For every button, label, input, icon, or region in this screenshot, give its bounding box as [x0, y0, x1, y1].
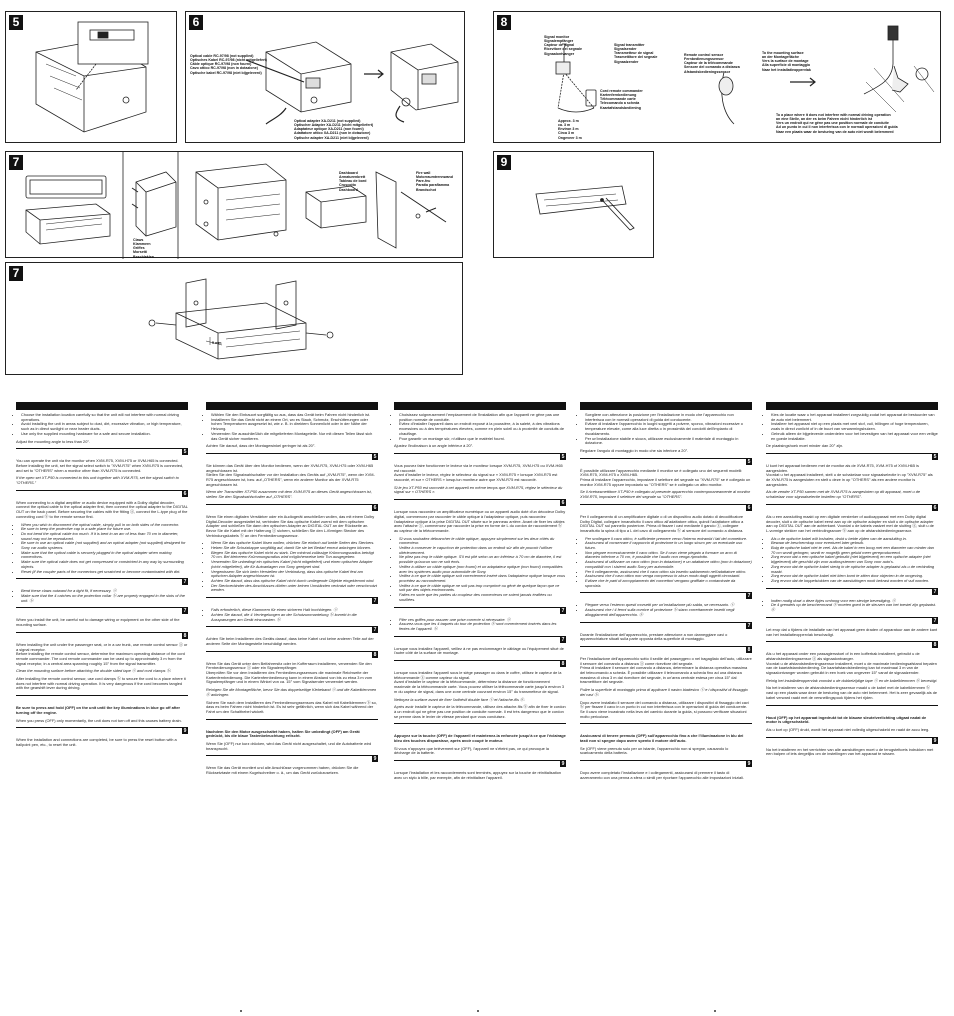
angle-note: De plaatsingshoek moet minder dan 20° zijn. — [766, 443, 844, 449]
s7-note-item: • Assicurarsi che i 4 fermi sulla cornice di protezione ⓑ siano correttamente inseriti negli alloggiamenti dell'apparecchio. ⓑ — [585, 608, 752, 617]
reset-bold: Nachdem Sie den Motor ausgeschaltet haben, halten Sie unbedingt (OFF) am Gerät gedrückt, bis die blaue Tastenbeleuchtung erlischt. — [206, 728, 360, 739]
unit-front-box — [26, 204, 110, 244]
s6-note-item: • Reset (if the coupler parts of the connectors get scratched or become contaminated with dirt. — [21, 570, 188, 575]
s8-text2: After installing the remote control sensor, use cord clamps ⓑ to secure the cord to a place where it does not interfere with normal driving operation. It is very dangerous if the cord becomes tangled with the gearshift lever during driving. — [16, 676, 186, 691]
s8-text: Wenn Sie das Gerät unter dem Beifahrersitz oder im Kofferraum installieren, verwenden Sie den Fernbedienungssensor ⓐ oder ein Signalempfänger. Überprüfen Sie vor dem Installieren des Fernbedienungssensors die maximale Reichweite der Kartenfernbedienung. Die Kartenfernbedienung kann in einem Abstand von bis zu etwa 3 m vom Signalempfänger und in einem Winkel von ca. 15° vom Signalsender verwendet werden. — [206, 660, 373, 685]
section-number: 9 — [183, 728, 187, 735]
s9-text: Lorsque l'installation et les raccordements sont terminés, appuyez sur la touche de réinitialisation avec un stylo à bille, par exemple, afin de réinitialiser l'appareil. — [394, 770, 562, 780]
s8-note: Pulire la superficie di montaggio prima di applicare il nastro biadesivo ⓐ e i dispositivi di fissaggio dei cavi ⓑ. — [580, 687, 748, 697]
s6-notes — [580, 537, 752, 589]
panel-5-diagram — [6, 12, 178, 144]
s6-notes — [394, 537, 566, 603]
section-number: 9 — [933, 737, 937, 744]
unit-rear-left — [266, 42, 351, 112]
section-9-header — [580, 760, 752, 768]
section-number: 8 — [933, 642, 937, 649]
s6-note-item: • Biegen Sie das optische Kabel nicht zu stark. Der minimal zulässige Krümmungsradius beträgt 70 cm. Bei kleinerem Krümmungsradius wird möglicherweise kein Ton ausgegeben. — [211, 551, 378, 560]
s5-note: Se il ricetrasmettitore XT-P50 è collegato al presente apparecchio contemporaneamente al monitor XVM-R75, impostare il selettore del segnale su "OTHERS". — [580, 489, 751, 500]
section-number: 8 — [183, 632, 187, 639]
s6-note-item: • Veillez à utiliser un câble optique (non fourni) et un adaptateur optique (non fourni) compatibles avec les systèmes audio pour automobile de Sony. — [399, 565, 566, 574]
section-number: 9 — [561, 761, 565, 768]
s6-note-item: • Heben Sie die Schutzkappe sorgfältig auf, damit Sie sie bei Bedarf erneut anbringen können. — [211, 546, 378, 551]
sleeve-shape — [136, 172, 176, 236]
s5-note: If the open set XT-P50 is connected to this unit together with XVM-R75, set the signal switch to "OTHERS." — [16, 475, 179, 486]
section-number: 7 — [747, 593, 751, 600]
s8-text2: Après avoir installé le capteur de la télécommande, utilisez des attache-fils ⓑ afin de fixer le cordon à un endroit qui ne gêne pas une position de conduite normale. Il est très dangereux que le cordon se prenne dans le levier de vitesse pendant que vous conduisez. — [394, 704, 566, 719]
s7-note-item: • Piegare verso l'esterno questi morsetti per un'installazione più salda, se necessario. ⓐ — [585, 603, 752, 608]
s8-text2: Sichern Sie nach dem Installieren des Fernbedienungssensors das Kabel mit Kabelklemmen ⓑ so, dass es beim Fahren nicht hinderlich ist. Es ist sehr gefährlich, wenn sich das Kabel während der Fahrt um den Schalthebel wickelt. — [206, 699, 377, 714]
s6-note-item: • Vergewissern Sie sich beim Herstellen der Verbindung, dass das optische Kabel fest am optischen Adapter angeschlossen ist. — [211, 570, 378, 579]
section-5-header — [16, 448, 188, 456]
intro-item: • Kies de locatie waar u het apparaat installeert zorgvuldig zodat het apparaat de bestuurder van de auto niet belemmert. — [771, 413, 938, 422]
section-9-header — [394, 760, 566, 768]
section-7-header — [16, 607, 188, 615]
s6-text: Per il collegamento di un amplificatore digitale o di un dispositivo audio dotato di decodificatore Dolby Digital, collegare innanzitutto il cavo ottico all'adattatore ottico, quindi l'adattatore ottico a DIGITAL OUT sul pannello posteriore. Prima di fissare i cavi mediante il gancio ⓐ, collegare innanzitutto la spina di tipo a L del cavo di collegamento ⓑ al sensore del comando a distanza. — [580, 513, 744, 533]
panel-8-diagram — [494, 12, 942, 144]
reset-header — [394, 723, 566, 731]
s7b-text: Achten Sie beim Installieren des Geräts darauf, dass keine Kabel und keine anderen Teile auf der anderen Seite der Montagestelle beschädigt werden. — [206, 636, 374, 646]
section-8-header — [766, 641, 938, 649]
section-number: 5 — [561, 453, 565, 460]
s6-note-item: • When you wish to disconnect the optical cable, simply pull in on both sides of the connector. — [21, 523, 188, 528]
text-column-3 — [394, 402, 566, 784]
s9-text: Wenn Sie das Gerät montiert und alle Anschlüsse vorgenommen haben, drücken Sie die Rücksetztaste mit einem Kugelschreiber o. ä., um das Gerät zurückzusetzen. — [206, 765, 359, 776]
panel-6 — [185, 11, 465, 143]
reset-bold: Be sure to press and hold (OFF) on the unit until the key illuminations in blue go off after turning off the engine. — [16, 705, 181, 715]
s6-note-item: • Veillez à conserver le capuchon de protection dans un endroit sûr afin de pouvoir l'utiliser ultérieurement. — [399, 546, 566, 555]
s6-note-item: • Ne pliez pas trop le câble optique. S'il est plié selon un arc inférieur à 70 cm de diamètre, il est possible qu'aucun son ne soit émis. — [399, 555, 566, 564]
section-number: 6 — [561, 500, 565, 507]
angle-note: Adjust the mounting angle to less than 20°. — [16, 438, 91, 444]
section-number: 7 — [183, 608, 187, 615]
s7b-text: Let erop dat u tijdens de installatie van het apparaat geen draden of apparatuur aan de andere kant van het installatieoppervlak beschadigt. — [766, 626, 938, 637]
section-number: 7 — [373, 598, 377, 605]
intro-item: • Use only the supplied mounting hardware for a safe and secure installation. — [21, 432, 188, 437]
angle-note: Regolare l'angolo di montaggio in modo che sia inferiore a 20°. — [580, 447, 689, 453]
label-dashboard: Dashboard Armaturenbrett Tableau de bord Cruscotto Dashboard — [339, 170, 367, 192]
text-column-1 — [16, 402, 188, 751]
intro-item: • Wählen Sie den Einbauort sorgfältig so aus, dass das Gerät beim Fahren nicht hinderlich ist. — [211, 413, 378, 418]
dashboard-mount — [196, 164, 286, 240]
label-optical-adapter: Optical adapter XA-D211 (not supplied) Optischer Adapter XA-D211 (nicht mitgeliefert) Adaptateur optique XA-D211 (non fourni) Adattatore ottico XA-D211 (non in dotazione) Optische adapter XA-D211 (niet bijgeleverd) — [294, 118, 374, 140]
s5-note: Wenn der Transmitter XT-P50 zusammen mit dem XVM-R75 an dieses Gerät angeschlossen ist, stellen Sie den Signalwahlschalter auf „OTHERS". — [206, 489, 372, 500]
s6-note-item: • Per scollegare il cavo ottico, è sufficiente premere verso l'interno entrambi i lati del connettore. — [585, 537, 752, 542]
intro-item: • Choisissez soigneusement l'emplacement de l'installation afin que l'appareil ne gêne pas une position normale de conduite. — [399, 413, 566, 422]
s7-note-item: • Assurez-vous que les 4 taquets du tour de protection ⓑ sont correctement insérés dans les fentes de l'appareil. ⓑ — [399, 622, 566, 631]
s9-text: When the installation and connections are completed, be sure to press the reset button with a ballpoint pen, etc., to reset the unit. — [16, 737, 177, 747]
s7-note-item: • Plier ces griffes pour assurer une prise correcte si nécessaire. ⓐ — [399, 618, 566, 623]
section-number: 5 — [933, 453, 937, 460]
label-cord-remote: Cord remote commander Kartenfernbedienung Télécommande carte Telecomando a scheda Kaartafstandsbediening — [600, 88, 643, 110]
s8-text: When installing the unit under the passenger seat, or in a car trunk, use remote control sensor ⓐ or a signal receptor. Before installing the remote control sensor, determine the maximum operating distance of the cord remote commander. The cord remote commander can be used up to approximately 3 m from the signal receptor, in a central area spanning roughly 15° from the signal transmitter. — [16, 641, 188, 666]
reset-text: Si vous n'appuyez que brièvement sur (OFF), l'appareil ne s'éteint pas, ce qui provoque la décharge de la batterie. — [394, 745, 549, 756]
section-number: 7 — [373, 627, 377, 634]
s9-text: Dopo avere completato l'installazione e i collegamenti, assicurarsi di premere il tasto di azzeramento con una penna a sfera o simili per riportare l'apparecchio alle impostazioni iniziali. — [580, 770, 745, 780]
reset-bold: Appuyez sur la touche (OFF) de l'appareil et maintenez-la enfoncée jusqu'à ce que l'éclairage bleu des touches disparaisse, après avoir coupé le moteur. — [394, 733, 566, 744]
panel-9-diagram — [494, 152, 655, 259]
intro-item: • Gebruik alleen de bijgeleverde onderdelen voor het bevestigen van het apparaat voor een veilige en goede installatie. — [771, 432, 938, 441]
remote-sensor-shape — [719, 77, 733, 95]
intro-item: • Verwenden Sie ausschließlich die mitgelieferten Montageteile. Nur mit diesen Teilen lässt sich das Gerät sicher montieren. — [211, 432, 378, 441]
intro-list — [206, 413, 378, 441]
section-9-header — [16, 727, 188, 735]
s6-note-item: • Evitare che le parti di accoppiamento dei connettori vengano graffiate o contaminate da sporcizia. — [585, 579, 752, 588]
intro-item: • Evitez d'installer l'appareil dans un endroit exposé à la poussière, à la saleté, à des vibrations excessives ou à des températures élevées, comme en plein soleil ou à proximité de conduits de chauffage. — [399, 422, 566, 436]
s8-note: Nettoyez la surface avant de fixer l'adhésif double face ⓐ et l'attache-fils ⓑ. — [394, 696, 526, 702]
s6-text: Als u een aansluiting maakt op een digitale versterker of audioapparaat met een Dolby digital decoder, sluit u de optische kabel eerst aan op de optische adapter en sluit u de optische adapter aan op DIGITAL OUT aan de achterkant. Voordat u de kabels vastzet met de sluiting ⓐ, sluit u de L-vormige stekker van het verbindingssnoer ⓑ aan op de afstandsbedieningssensor. — [766, 513, 934, 533]
panel-5 — [5, 11, 177, 143]
s7-note-item: • Bend these claws outward for a tight fit, if necessary. ⓐ — [21, 589, 188, 594]
s8-text: Als u het apparaat onder een passagiersstoel of in een kofferbak installeert, gebruikt u de afstandsbedieningssensor ⓐ als signaalontvanger. Voordat u de afstandsbedieningssensor installeert, moet u de maximale bedieningsafstand bepalen van de kaartafstandsbediening. De kaartafstandsbediening kan tot maximaal 3 m van de signaalontvanger worden gebruikt in een hoek van ongeveer 15° vanaf de signaalzender. — [766, 651, 937, 676]
section-number: 6 — [373, 504, 377, 511]
section-7-header — [206, 626, 378, 634]
angle-note: Achten Sie darauf, dass der Montagewinkel geringer ist als 20°. — [206, 443, 316, 449]
section-7-header — [580, 622, 752, 630]
intro-item: • Avoid installing the unit in areas subject to dust, dirt, excessive vibration, or high temperature, such as in direct sunlight or near heater ducts. — [21, 422, 188, 431]
column-header-bar — [206, 402, 378, 410]
s6-note-item: • Buig de optische kabel niet te veel. Als de kabel in een boog met een diameter van minder dan 70 cm wordt gebogen, wordt er mogelijk geen geluid meer gereproduceerd. — [771, 546, 938, 555]
column-header-bar — [16, 402, 188, 410]
s6-note-item: • Zorg ervoor dat de koppelstukken van de aansluitingen nooit bekrast worden of vuil worden. — [771, 579, 938, 584]
section-number: 5 — [183, 449, 187, 456]
panel-9-badge: 9 — [497, 155, 511, 170]
panel-7b-badge: 7 — [9, 266, 23, 281]
s6-note-item: • Be sure to use an optical cable (not supplied) and an optical adapter (not supplied) designed for Sony car audio systems. — [21, 541, 188, 550]
section-number: 7 — [561, 636, 565, 643]
angle-note: Ajustez l'inclinaison à un angle inférieur à 20°. — [394, 443, 474, 449]
page-mark-2 — [477, 1010, 479, 1012]
label-approx-distance: Approx. 3 m ca. 3 m Environ 3 m Circa 3 m Ongeveer 3 m — [558, 118, 582, 140]
section-number: 8 — [373, 651, 377, 658]
section-number: 6 — [183, 490, 187, 497]
reset-bold: Houd (OFF) op het apparaat ingedrukt tot de blauwe sleutelverlichting uitgaat nadat de motor is uitgeschakeld. — [766, 714, 927, 725]
intro-list — [16, 413, 188, 437]
section-7-header — [580, 592, 752, 600]
label-signal-transmitter: Signal transmitter Signalsender Transmetteur de signal Trasmettitore del segnale Signaalzender — [614, 42, 658, 64]
section-number: 7 — [561, 607, 565, 614]
s5-note: Als de zender XT-P50 samen met de XVM-R75 is aangesloten op dit apparaat, moet u de schakelaar voor signaalselectie instellen op "OTHERS". — [766, 489, 921, 500]
s5-note: Si le jeu XT-P50 est raccordé à cet appareil en même temps que XVM-R75, réglez le sélecteur du signal sur « OTHERS ». — [394, 484, 563, 495]
section-7-header — [206, 597, 378, 605]
s6-note-item: • Achten Sie darauf, dass das optische Kabel nicht durch umliegende Objekte eingeklemmt wird. — [211, 579, 378, 584]
section-number: 6 — [747, 504, 751, 511]
section-number: 7 — [183, 579, 187, 586]
section-6-header — [766, 504, 938, 512]
label-remote-sensor: Remote control sensor Fernbedienungssensor Capteur de la télécommande Sensore del comando a distanza Afstandsbedieningssensor — [684, 52, 740, 74]
sensor-mounted — [888, 26, 898, 40]
s8-note: Clean the mounting surface before attaching the double sided tape ⓐ and cord clamps ⓑ. — [16, 668, 172, 674]
intro-item: • Per un'installazione stabile e sicura, utilizzare esclusivamente il materiale di montaggio in dotazione. — [585, 437, 752, 446]
section-number: 9 — [373, 756, 377, 763]
section-number: 5 — [747, 458, 751, 465]
s5-text: U kunt het apparaat bedienen met de monitor als de XVM-R75, XVM-H75 of XVM-H65 is aangesloten. Voordat u het apparaat installeert, stelt u de schakelaar voor signaalselectie in op "XVM-R75" als de XVM-R75 is aangesloten en stelt u deze in op "OTHERS" als een andere monitor is aangesloten. — [766, 462, 933, 487]
unit-insert — [306, 186, 366, 228]
s8-note: Reinigen Sie die Montagefläche, bevor Sie das doppelseitige Klebeband ⓐ und die Kabelklemmen ⓑ anbringen. — [206, 687, 377, 697]
arrow-to-right — [364, 70, 383, 78]
section-6-header — [206, 504, 378, 512]
section-8-header — [580, 646, 752, 654]
label-claws: Claws Klammern Griffes Morsetti Beschlaklen — [133, 237, 154, 259]
section-8-header — [394, 660, 566, 668]
s7-note-item: • Falls erforderlich, diese Klammern für einen sicheren Halt hochbiegen. ⓐ — [211, 608, 378, 613]
intro-item: • Evitare di installare l'apparecchio in luoghi soggetti a polvere, sporco, vibrazioni eccessive o temperature elevate, come alla luce diretta o in prossimità dei condotti dell'impianto di riscaldamento. — [585, 422, 752, 436]
reset-text: Wenn Sie (OFF) nur kurz drücken, wird das Gerät nicht ausgeschaltet, und die Autobatterie wird beansprucht. — [206, 741, 372, 751]
panel-9 — [493, 151, 654, 258]
section-6-header — [16, 490, 188, 498]
s9-text: Na het installeren en het verrichten van alle aansluitingen moet u de terugsteltoets indrukken met een balpen of iets dergelijks om de instellingen van het apparaat te wissen. — [766, 746, 934, 757]
reset-text: When you press (OFF) only momentarily, the unit does not turn off and this causes battery drain. — [16, 717, 182, 723]
section-number: 6 — [933, 504, 937, 511]
text-column-2 — [206, 402, 378, 779]
section-6-header — [394, 499, 566, 507]
section-9-header — [206, 755, 378, 763]
section-8-header — [206, 651, 378, 659]
panel-6-badge: 6 — [189, 15, 203, 30]
s6-note-item: • Als u de optische kabel wilt loshalen, drukt u beide zijden van de aansluiting in. — [771, 537, 938, 542]
s6-notes — [206, 541, 378, 593]
label-dimension: 5 mm — [212, 341, 222, 345]
s6-note-item: • Zorg ervoor dat de optische kabel stevig in de optische adapter is geplaatst als u de verbinding maakt. — [771, 565, 938, 574]
s6-note-item: • Per il collegamento, assicurarsi che il cavo ottico sia inserito saldamento nell'adattatore ottico. — [585, 570, 752, 575]
s7-notes — [766, 599, 938, 613]
column-header-bar — [766, 402, 938, 410]
s5-text: You can operate the unit via the monitor when XVM-R75, XVM-H75 or XVM-H65 is connected. Before installing the unit, set the signal select switch to "XVM-R75" when XVM-R75 is connected, and set to "OTHERS" when a monitor other than XVM-R75 is connected. — [16, 458, 184, 473]
s6-text: Wenn Sie einen digitalen Verstärker oder ein Audiogerät anschließen wollen, das mit einem Dolby Digital-Decoder ausgestattet ist, verbinden Sie das optische Kabel zuerst mit dem optischen Adapter und schließen Sie dann den optischen Adapter an DIGITAL OUT an der Rückseite an. Bevor Sie die Kabel mit der Halterung ⓐ sichern, schließen Sie den L-förmigen Stecker des Verbindungskabels ⓑ an den Fernbedienungssensor. — [206, 513, 375, 538]
section-6-header — [580, 504, 752, 512]
section-7-header — [766, 617, 938, 625]
panel-7a-diagram — [6, 152, 464, 259]
column-header-bar — [394, 402, 566, 410]
intro-item: • Installeer het apparaat niet op een plaats met veel stof, vuil, trillingen of hoge temperaturen, zoals in direct zonlicht of in de buurt van verwarmingsbuizen. — [771, 422, 938, 431]
protection-collar — [26, 176, 106, 198]
s6-note-item: • Bewaar de beschermkap voor eventueel later gebruik. — [771, 541, 938, 546]
section-7-header — [16, 578, 188, 586]
s6-note-item: • Faites en sorte que les parties du coupleur des connecteurs ne soient jamais éraflées ou souillées. — [399, 593, 566, 602]
section-number: 8 — [561, 661, 565, 668]
page-mark-3 — [714, 1010, 716, 1012]
s7-notes — [206, 608, 378, 622]
s7-notes — [16, 589, 188, 603]
panel-8 — [493, 11, 941, 143]
section-8-header — [16, 632, 188, 640]
label-mounting-surface: To the mounting surface an der Montagefläche Vers la surface de montage Alla superficie di montaggio Naar het installatieoppervlak — [762, 50, 811, 72]
section-9-header — [766, 737, 938, 745]
s6-note-item: • Veillez à ce que le câble optique ne soit pas trop comprimé ou gêné de quelque façon que ce soit par des objets environnants. — [399, 584, 566, 593]
section-7-header — [394, 636, 566, 644]
s6-note-item: • Zorg ervoor dat de optische kabel niet klem komt te zitten door objecten in de omgeving. — [771, 574, 938, 579]
section-number: 5 — [373, 453, 377, 460]
section-number: 9 — [747, 761, 751, 768]
intro-list — [766, 413, 938, 441]
switch-detail-box — [78, 22, 148, 64]
panel-6-diagram — [186, 12, 466, 144]
intro-item: • Installieren Sie das Gerät nicht an einem Ort, wo es Staub, Schmutz, Erschütterungen oder hohen Temperaturen ausgesetzt ist, wie z. B. in direktem Sonnenlicht oder in der Nähe der Heizung. — [211, 418, 378, 432]
front-panel-shape — [536, 186, 626, 214]
s7b-text: Durante l'installazione dell'apparecchio, prestare attenzione a non danneggiare cavi o apparecchiature situati sulla parte opposta della superficie di montaggio. — [580, 631, 728, 642]
s6-note-item: • Do not bend the optical cable too much. If it is bent in an arc of less than 70 cm in diameter, sound may not be reproduced. — [21, 532, 188, 541]
intro-item: • Pour garantir un montage sûr, n'utilisez que le matériel fourni. — [399, 437, 566, 442]
s8-text: Per l'installazione dell'apparecchio sotto il sedile del passeggero o nel bagagliaio dell'auto, utilizzare il sensore del comando a distanza ⓐ come ricevitore del segnale. Prima di installare il sensore del comando a distanza, determinare la distanza operativa massima del telecomando a scheda. È possibile utilizzare il telecomando a scheda fino ad una distanza massima di circa 3 m dal ricevitore del segnale, in un'area centrale estesa per circa 15° dal trasmettitore del segnale. — [580, 655, 752, 685]
s6-note-item: • Assicurarsi che il cavo ottico non venga compresso in alcun modo dagli oggetti circostanti. — [585, 574, 752, 579]
intro-list — [394, 413, 566, 441]
intro-item: • Scegliere con attenzione la posizione per l'installazione in modo che l'apparecchio non interferisca con le normali operazioni di guida del conducente. — [585, 413, 752, 422]
s6-notes — [766, 537, 938, 584]
s6-text: Lorsque vous raccordez un amplificateur numérique ou un appareil audio doté d'un décodeur Dolby digital, commencez par raccorder le câble optique à l'adaptateur optique, puis raccordez l'adaptateur optique à la prise DIGITAL OUT située sur le panneau arrière. Avant de fixer les câbles avec l'attache ⓐ, commencez par raccorder la prise en forme de L du cordon de raccordement ⓑ au capteur de la télécommande. — [394, 509, 566, 533]
section-number: 7 — [747, 622, 751, 629]
s6-note-item: • Assicurarsi di utilizzare un cavo ottico (non in dotazione) e un adattatore ottico (non in dotazione) compatibili con i sistemi audio Sony per automobile. — [585, 560, 752, 569]
unit-box — [176, 303, 306, 359]
s7b-text: When you install the unit, be careful not to damage wiring or equipment on the other side of the mounting surface. — [16, 617, 180, 628]
cord-remote-shape — [586, 90, 596, 106]
section-number: 8 — [747, 646, 751, 653]
s6-note-item: • Be sure to keep the protective cap in a safe place for future use. — [21, 527, 188, 532]
section-7-header — [766, 588, 938, 596]
signal-monitor-shape — [556, 62, 570, 74]
section-number: 7 — [933, 617, 937, 624]
column-header-bar — [580, 402, 752, 410]
panel-7a-badge: 7 — [9, 155, 23, 170]
s6-note-item: • Veillez à ce que le câble optique soit correctement inséré dans l'adaptateur optique lorsque vous procédez au raccordement. — [399, 574, 566, 583]
s6-note-item: • Make sure that the optical cable is securely plugged in the optical adapter when making connections. — [21, 551, 188, 560]
reset-header — [206, 719, 378, 727]
text-column-4 — [580, 402, 752, 784]
s8-note: Reinig het installatieoppervlak voordat u de dubbelzijdige tape ⓐ en de kabelklemmen ⓑ bevestigt. — [766, 677, 938, 683]
section-7-header — [394, 607, 566, 615]
s7-note-item: • Make sure that the 4 catches on the protection collar ⓑ are properly engaged in the slots of the unit. ⓑ — [21, 594, 188, 603]
s6-note-item: • Non piegare eccessivamente il cavo ottico. Se il cavo viene piegato a formare un arco di diametro inferiore a 70 cm, è possibile che l'audio non venga riprodotto. — [585, 551, 752, 560]
s6-note-item: • Zorg ervoor dat u een optische kabel gebruikt (niet bijgeleverd) en een optische adapter (niet bijgeleverd) die geschikt zijn voor audiosystemen van Sony voor auto's. — [771, 555, 938, 564]
arrow-to-right — [790, 78, 815, 86]
s8-text2: Dopo avere installato il sensore del comando a distanza, utilizzare i dispositivi di fissaggio dei cavi ⓑ per fissare il cavo in un punto in cui non interferisca con le operazioni di guida del conducente. Se il cavo viene incastrato nella leva del cambio durante la guida, si possono verificare situazioni molto pericolose. — [580, 699, 749, 719]
label-fire-wall: Fire wall Motorraumtrennwand Pare-feu Paratia parafiamma Brandschot — [416, 170, 453, 192]
reset-text: Als u kort op (OFF) drukt, wordt het apparaat niet volledig uitgeschakeld en raakt de accu leeg. — [766, 726, 930, 732]
s7-note-item: • Achten Sie darauf, die 4 Verriegelungen an der Schutzummantelung ⓑ korrekt in die Aussparungen am Gerät einzurasten. ⓑ — [211, 613, 378, 622]
s6-note-item: • Make sure the optical cable does not get compressed or constricted in any way by surrounding objects. — [21, 560, 188, 569]
reset-header — [766, 705, 938, 713]
s6-notes — [16, 523, 188, 575]
reset-header — [16, 695, 188, 703]
bracket-left — [186, 279, 206, 327]
ballpoint-pen — [602, 198, 634, 230]
s8-text: Lorsque vous installez l'appareil sous le siège passager ou dans le coffre, utilisez le capteur de la télécommande ⓐ comme capteur du signal. Avant d'installer le capteur de la télécommande, déterminez la distance de fonctionnement maximale de la télécommande carte. Vous pouvez utiliser la télécommande carte jusqu'à environ 3 m du capteur de signal, dans une zone centrale couvrant environ 15° du transmetteur de signal. — [394, 670, 565, 694]
s7b-text: Lorsque vous installez l'appareil, veillez à ne pas endommager le câblage ou l'équipement situé de l'autre côté de la surface de montage. — [394, 645, 564, 656]
label-optical-cable: Optical cable RC-97/98 (not supplied) Optisches Kabel RC-97/98 (nicht mitgeliefert) Câble optique RC-97/98 (non fourni) Cavo ottico RC-97/98 (non in dotazione) Optische kabel RC-97/98 (niet bijgeleverd) — [190, 53, 267, 75]
section-5-header — [766, 453, 938, 461]
panel-8-badge: 8 — [497, 15, 511, 30]
section-5-header — [394, 453, 566, 461]
text-column-5 — [766, 402, 938, 760]
s6-note-item: • Der Steckverbinder des Anschlusses dürfen unter keinen Umständen verkratzt oder verschmutzt werden. — [211, 584, 378, 593]
s8-text2: Na het installeren van de afstandsbedieningssensor maakt u de kabel met de kabelklemmen ⓑ vast op een plaats waar deze de besturing van de auto niet belemmert. Het is zeer gevaarlijk als de kabel verward raakt met de versnellingspook tijdens het rijden. — [766, 685, 938, 700]
section-5-header — [580, 458, 752, 466]
s7-note-item: • Indien nodig duwt u deze lipjes omhoog voor een stevige bevestiging. ⓐ — [771, 599, 938, 604]
panel-5-badge: 5 — [9, 15, 23, 30]
s7-note-item: • De 4 grendels op de beschermrand ⓑ moeten goed in de sleuven van het toestel zijn geplaatst. ⓑ — [771, 603, 938, 612]
s6-note-item: • Si vous souhaitez débrancher le câble optique, appuyez simplement sur les deux côtés du connecteur. — [399, 537, 566, 546]
s6-note-item: • Verwenden Sie unbedingt ein optisches Kabel (nicht mitgeliefert) und einen optischen Adapter (nicht mitgeliefert), die für Autoanlagen von Sony geeignet sind. — [211, 560, 378, 569]
s6-note-item: • Wenn Sie das optische Kabel lösen wollen, drücken Sie einfach auf beide Seiten des Steckers. — [211, 541, 378, 546]
page-mark-1 — [240, 1010, 242, 1012]
intro-list — [580, 413, 752, 446]
panel-7b — [5, 262, 463, 375]
label-driving-place: To a place where it does not interfere with normal driving operation an eine Stelle, an der es beim Fahren nicht hinderlich ist Vers un endroit qui ne gêne pas une position normale de conduite Ad un punto in cui il non interferisca con le normali operazioni di guida Naar een plaats waar de besturing van de auto niet wordt belemmerd — [776, 112, 898, 134]
reset-header — [580, 723, 752, 731]
s7-notes — [394, 618, 566, 632]
s6-note-item: • Assicurarsi di conservare il cappuccio di protezione in un luogo sicuro per un eventuale uso futuro. — [585, 541, 752, 550]
s7-notes — [580, 603, 752, 617]
s6-text: When connecting to a digital amplifier or audio device equipped with a Dolby digital decoder, connect the optical cable to the optical adapter first, then connect the optical adapter to the DIGITAL OUT on the back panel. Before securing the cables with the fitting ⓐ, connect the L-type plug of the connecting cord ⓑ to the remote sensor first. — [16, 499, 188, 519]
s5-text: È possibile utilizzare l'apparecchio mediante il monitor se è collegato uno dei seguenti modelli: XVM-R75, XVM-H75 o XVM-H65. Prima di installare l'apparecchio, impostare il selettore del segnale su "XVM-R75" se è collegato un monitor XVM-R75 oppure impostarlo su "OTHERS" se è collegato un altro monitor. — [580, 467, 751, 487]
panel-7b-diagram — [6, 263, 464, 376]
reset-bold: Assicurarsi di tenere premuto (OFF) sull'apparecchio fino a che l'illuminazione in blu dei tasti non si spegne dopo avere spento il motore dell'auto. — [580, 733, 744, 744]
s5-text: Sie können das Gerät über den Monitor bedienen, wenn der XVM-R75, XVM-H75 oder XVM-H65 angeschlossen ist. Stellen Sie den Signalwahlschalter vor der Installation des Geräts auf „XVM-R75", wenn der XVM-R75 angeschlossen ist, bzw. auf „OTHERS", wenn ein anderer Monitor als der XVM-R75 angeschlossen ist. — [206, 462, 375, 487]
reset-text: Se (OFF) viene premuto solo per un istante, l'apparecchio non si spegne, causando lo scaricamento della batteria. — [580, 745, 729, 756]
section-5-header — [206, 453, 378, 461]
label-signal-monitor: Signal monitor Signalempfänger Capteur de signal Ricevitore del segnale Signaalontvanger — [544, 34, 582, 56]
panel-7a — [5, 151, 463, 258]
intro-item: • Choose the installation location carefully so that the unit will not interfere with normal driving operations. — [21, 413, 188, 422]
section-number: 7 — [933, 588, 937, 595]
s5-text: Vous pouvez faire fonctionner le lecteur via le moniteur lorsque XVM-R75, XVM-H75 ou XVM-H65 est raccordé. Avant d'installer le lecteur, réglez le sélecteur du signal sur « XVM-R75 » lorsque XVM-R75 est raccordé, et sur « OTHERS » lorsqu'un moniteur autre que XVM-R75 est raccordé. — [394, 462, 563, 483]
